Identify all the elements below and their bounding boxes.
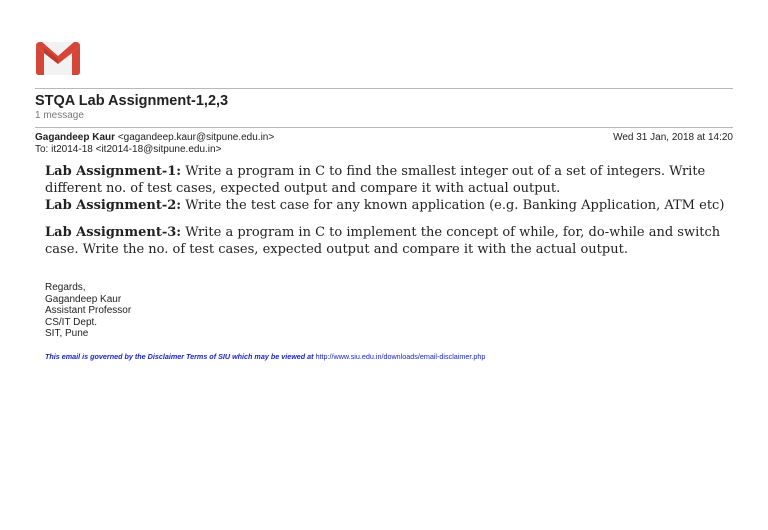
- signature-line: CS/IT Dept.: [45, 316, 98, 328]
- header-divider: [35, 88, 733, 89]
- signature-line: Gagandeep Kaur: [45, 293, 122, 305]
- email-date: Wed 31 Jan, 2018 at 14:20: [613, 132, 733, 143]
- sender-email: <gagandeep.kaur@sitpune.edu.in>: [117, 132, 275, 143]
- disclaimer-text: This email is governed by the Disclaimer Terms of SIU which may be viewed at: [45, 352, 314, 361]
- sender-name: Gagandeep Kaur: [35, 132, 116, 143]
- recipient-line: [35, 144, 221, 155]
- recipient-value: it2014-18 <it2014-18@sitpune.edu.in>: [51, 144, 222, 155]
- sender-line: [35, 132, 274, 143]
- signature-block: [45, 282, 131, 340]
- assignment-3: [45, 224, 735, 258]
- assignment-3-label: Lab Assignment-3:: [45, 225, 182, 240]
- signature-line: Assistant Professor: [45, 305, 132, 316]
- email-subject: STQA Lab Assignment-1,2,3: [35, 93, 229, 109]
- assignment-2-label: Lab Assignment-2:: [45, 198, 182, 213]
- assignment-1-text: Write a program in C to find the smallest integer out of a set of integers. Write different no. of test cases, expected output and compare it with actual output.: [45, 164, 706, 196]
- to-label: To:: [35, 144, 49, 155]
- assignment-3-text: Write a program in C to implement the concept of while, for, do-while and switch case. Write the no. of test cases, expected output and compare it with the actual output.: [45, 225, 721, 257]
- email-body: [45, 163, 735, 258]
- gmail-logo-icon: [36, 42, 80, 75]
- subject-divider: [35, 127, 733, 128]
- assignment-1: [45, 163, 735, 197]
- signature-line: Regards,: [45, 282, 86, 293]
- assignment-2: [45, 197, 735, 214]
- assignment-1-label: Lab Assignment-1:: [45, 164, 182, 179]
- assignment-2-text: Write the test case for any known application (e.g. Banking Application, ATM etc): [181, 198, 725, 213]
- signature-line: SIT, Pune: [45, 328, 89, 339]
- disclaimer-link[interactable]: http://www.siu.edu.in/downloads/email-disclaimer.php: [315, 352, 486, 361]
- disclaimer: [45, 352, 485, 361]
- message-count: 1 message: [35, 110, 84, 121]
